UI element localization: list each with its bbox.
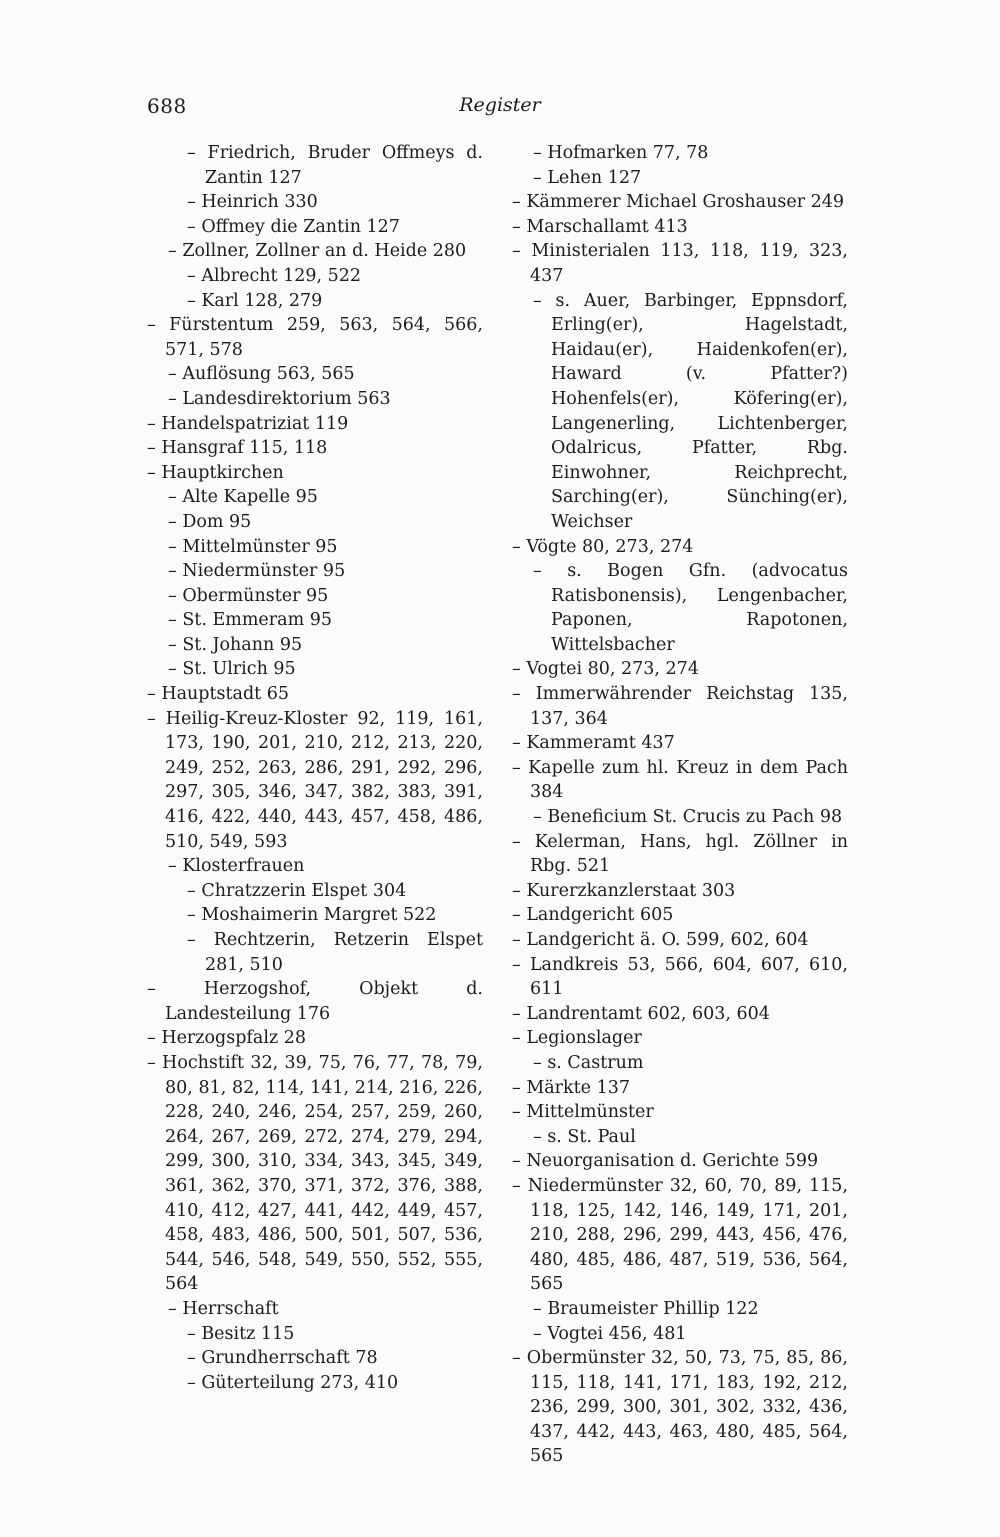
index-entry: – Chratzzerin Elspet 304 bbox=[187, 880, 407, 901]
index-entry: – Immerwährender Reichstag 135, 137, 364 bbox=[512, 684, 848, 729]
index-entry: – Herrschaft bbox=[168, 1298, 279, 1319]
index-entry: – Ministerialen 113, 118, 119, 323, 437 bbox=[512, 241, 848, 286]
index-entry: – s. Castrum bbox=[533, 1052, 644, 1073]
index-entry: – Landgericht ä. O. 599, 602, 604 bbox=[512, 930, 809, 950]
index-entry: – Obermünster 95 bbox=[168, 585, 329, 606]
index-entry: – Handelspatriziat 119 bbox=[147, 413, 349, 434]
page-number: 688 bbox=[147, 94, 187, 118]
index-entry: – St. Emmeram 95 bbox=[168, 610, 333, 631]
index-entry: – St. Johann 95 bbox=[168, 634, 303, 655]
index-entry: – Herzogshof, Objekt d. Landesteilung 176 bbox=[147, 979, 483, 1024]
index-entry: – Braumeister Phillip 122 bbox=[533, 1298, 759, 1319]
index-entry: – Karl 128, 279 bbox=[187, 290, 323, 311]
index-entry: – Niedermünster 95 bbox=[168, 561, 346, 582]
index-entry: – Heinrich 330 bbox=[187, 192, 318, 213]
index-entry: – Lehen 127 bbox=[533, 167, 642, 188]
index-entry: – Kapelle zum hl. Kreuz in dem Pach 384 bbox=[512, 757, 848, 803]
index-entry: – Niedermünster 32, 60, 70, 89, 115, 118, 125, 142, 146, 149, 171, 201, 210, 288, 296, 299, 443, 456, 476, 480, 485, 486, 487, 519, 536, 564, 565 bbox=[512, 1175, 848, 1295]
index-entry: – Auflösung 563, 565 bbox=[168, 364, 355, 385]
index-entry: – St. Ulrich 95 bbox=[168, 659, 296, 680]
index-entry: – Vogtei 456, 481 bbox=[533, 1323, 687, 1344]
index-entry: – Kelerman, Hans, hgl. Zöllner in Rbg. 521 bbox=[512, 831, 848, 877]
index-entry: – Vögte 80, 273, 274 bbox=[512, 536, 694, 557]
index-entry: – Marschallamt 413 bbox=[512, 216, 688, 237]
index-entry: – Kurerzkanzlerstaat 303 bbox=[512, 880, 736, 901]
index-entry: – Klosterfrauen bbox=[168, 856, 305, 877]
index-entry: – Alte Kapelle 95 bbox=[168, 487, 318, 508]
index-column-left bbox=[147, 141, 483, 1395]
index-entry: – s. Auer, Barbinger, Eppnsdorf, Erling(er), Hagelstadt, Haidau(er), Haidenkofen(er), Haward (v. Pfatter?) Hohenfels(er), Köfering(er), Langenerling, Lichtenberger, Odalricus, Pfatter, Rbg. Einwohner, Reichprecht, Sarching(er), Sünching(er), Weichser bbox=[533, 290, 848, 532]
index-entry: – Hauptstadt 65 bbox=[147, 684, 290, 705]
index-entry: – Hauptkirchen bbox=[147, 462, 284, 483]
index-entry: – Landgericht 605 bbox=[512, 905, 674, 926]
index-entry: – Beneficium St. Crucis zu Pach 98 bbox=[533, 807, 843, 828]
index-entry: – Legionslager bbox=[512, 1028, 642, 1049]
index-entry: – Besitz 115 bbox=[187, 1323, 295, 1344]
index-entry: – Vogtei 80, 273, 274 bbox=[512, 659, 699, 680]
index-entry: – Kammeramt 437 bbox=[512, 733, 675, 754]
index-entry: – Kämmerer Michael Groshauser 249 bbox=[512, 192, 845, 213]
index-entry: – Obermünster 32, 50, 73, 75, 85, 86, 115, 118, 141, 171, 183, 192, 212, 236, 299, 300, 301, 302, 332, 436, 437, 442, 443, 463, 480, 485, 564, 565 bbox=[512, 1348, 848, 1467]
index-entry: – s. St. Paul bbox=[533, 1126, 636, 1147]
index-entry: – Neuorganisation d. Gerichte 599 bbox=[512, 1151, 819, 1172]
index-entry: – Albrecht 129, 522 bbox=[187, 265, 362, 286]
index-entry: – Herzogspfalz 28 bbox=[147, 1028, 306, 1049]
index-entry: – Landkreis 53, 566, 604, 607, 610, 611 bbox=[512, 954, 848, 1000]
index-entry: – Hansgraf 115, 118 bbox=[147, 438, 328, 459]
index-entry: – Hochstift 32, 39, 75, 76, 77, 78, 79, 80, 81, 82, 114, 141, 214, 216, 226, 228, 240, 246, 254, 257, 259, 260, 264, 267, 269, 272, 274, 279, 294, 299, 300, 310, 334, 343, 345, 349, 361, 362, 370, 371, 372, 376, 388, 410, 412, 427, 441, 442, 449, 457, 458, 483, 486, 500, 501, 507, 536, 544, 546, 548, 549, 550, 552, 555, 564 bbox=[147, 1052, 483, 1295]
index-entry: – Offmey die Zantin 127 bbox=[187, 216, 400, 237]
index-entry: – Friedrich, Bruder Offmeys d. Zantin 127 bbox=[187, 143, 483, 188]
index-entry: – Heilig-Kreuz-Kloster 92, 119, 161, 173, 190, 201, 210, 212, 213, 220, 249, 252, 263, 286, 291, 292, 296, 297, 305, 346, 347, 382, 383, 391, 416, 422, 440, 443, 457, 458, 486, 510, 549, 593 bbox=[147, 708, 483, 852]
index-entry: – Mittelmünster 95 bbox=[168, 536, 338, 557]
index-entry: – Mittelmünster bbox=[512, 1102, 654, 1123]
index-entry: – Dom 95 bbox=[168, 511, 252, 532]
index-entry: – s. Bogen Gfn. (advocatus Ratisbonensis), Lengenbacher, Paponen, Rapotonen, Wittelsbacher bbox=[533, 561, 848, 655]
index-entry: – Grundherrschaft 78 bbox=[187, 1348, 378, 1369]
index-entry: – Güterteilung 273, 410 bbox=[187, 1372, 399, 1393]
index-entry: – Hofmarken 77, 78 bbox=[533, 143, 709, 163]
index-entry: – Landrentamt 602, 603, 604 bbox=[512, 1003, 770, 1024]
index-entry: – Märkte 137 bbox=[512, 1077, 630, 1098]
index-entry: – Fürstentum 259, 563, 564, 566, 571, 578 bbox=[147, 315, 483, 360]
running-head: Register bbox=[459, 94, 541, 116]
index-entry: – Landesdirektorium 563 bbox=[168, 388, 391, 409]
index-entry: – Moshaimerin Margret 522 bbox=[187, 905, 437, 926]
index-entry: – Zollner, Zollner an d. Heide 280 bbox=[168, 241, 467, 262]
index-column-right bbox=[512, 141, 848, 1469]
index-entry: – Rechtzerin, Retzerin Elspet 281, 510 bbox=[187, 930, 483, 975]
